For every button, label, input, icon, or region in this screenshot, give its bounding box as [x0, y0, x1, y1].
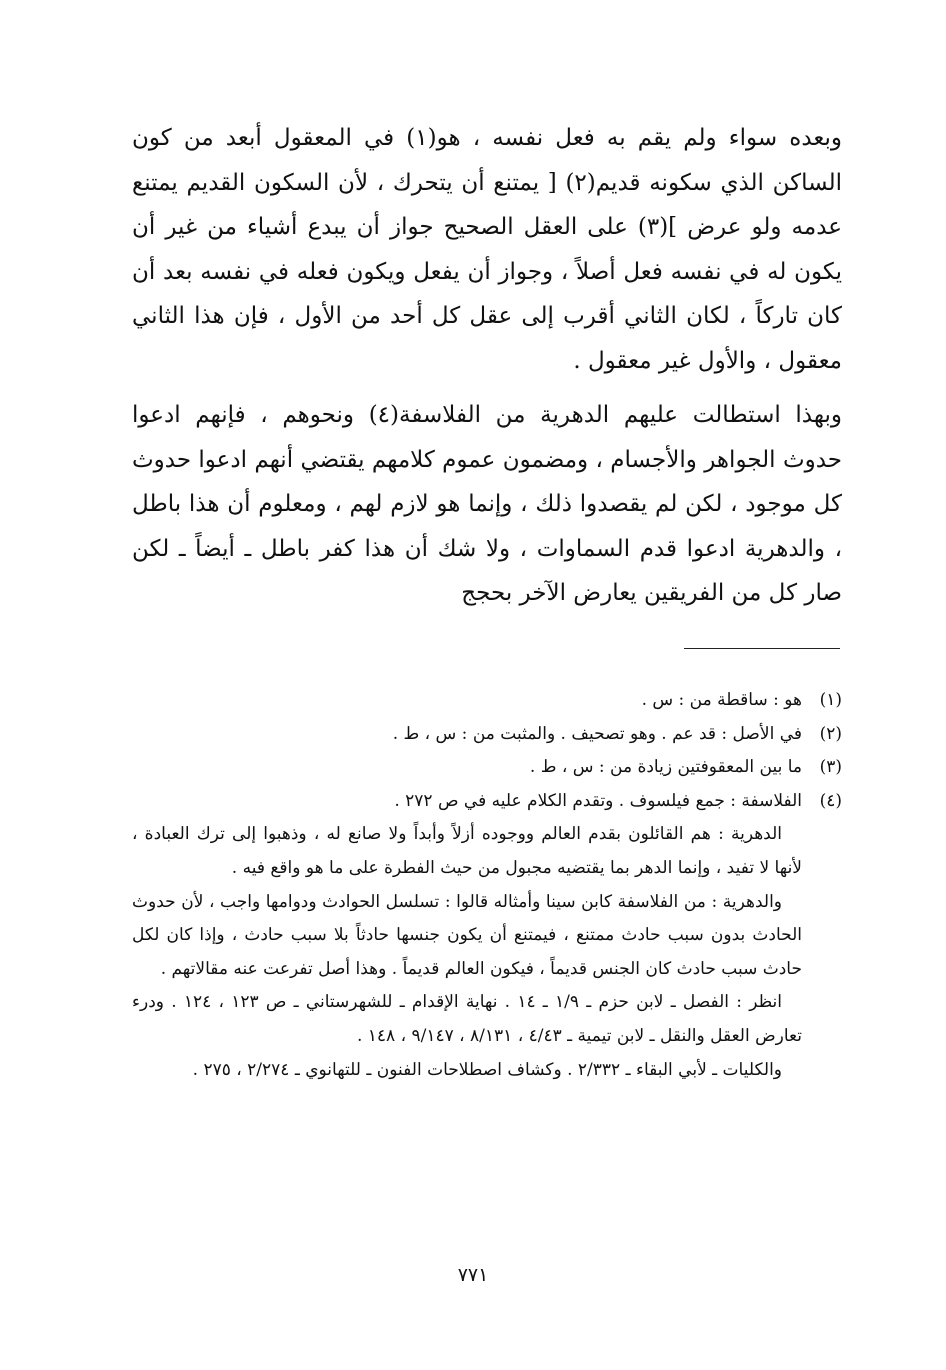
footnote-text: هو : ساقطة من : س . [641, 690, 802, 710]
footnote-text: ما بين المعقوفتين زيادة من : س ، ط . [529, 757, 802, 778]
main-text [132, 116, 842, 616]
footnote-4-dahriyya-definition: الدهرية : هم القائلون بقدم العالم ووجوده أزلاً وأبداً ولا صانع له ، وذهبوا إلى ترك العبادة ، لأنها لا تفيد ، وإنما الدهر بما يقتضيه مجبول من حيث الفطرة على ما هو واقع فيه . [132, 824, 802, 878]
page-number: ٧٧١ [457, 1264, 489, 1286]
footnote-number: (٢) [819, 723, 842, 744]
footnote-number: (٣) [819, 757, 842, 778]
footnotes [132, 684, 842, 1087]
footnote-3 [132, 751, 842, 785]
footnote-2 [132, 718, 842, 752]
main-paragraph-2: وبهذا استطالت عليهم الدهرية من الفلاسفة(٤) ونحوهم ، فإنهم ادعوا حدوث الجواهر والأجسام ، ومضمون عموم كلامهم يقتضي أنهم ادعوا حدوث كل موجود ، لكن لم يقصدوا ذلك ، وإنما هو لازم لهم ، ومعلوم أن هذا باطل ، والدهرية ادعوا قدم السماوات ، ولا شك أن هذا كفر باطل ـ أيضاً ـ لكن صار كل من الفريقين يعارض الآخر بحجج [132, 402, 842, 606]
footnote-4-dahriyya-philosophers: والدهرية : من الفلاسفة كابن سينا وأمثاله قالوا : تسلسل الحوادث ودوامها واجب ، لأن حدوث الحادث بدون سبب حادث ممتنع ، فيمتنع أن يكون جنسها حادثاً بلا سبب حادث ، وإذا كان لكل حادث سبب حادث كان الجنس قديماً ، فيكون العالم قديماً . وهذا أصل تفرعت عنه مقالاتهم . [132, 891, 802, 979]
footnote-4 [132, 785, 842, 819]
footnote-4-references: انظر : الفصل ـ لابن حزم ـ ١/٩ ـ ١٤ . نهاية الإقدام ـ للشهرستاني ـ ص ١٢٣ ، ١٢٤ . ودرء تعارض العقل والنقل ـ لابن تيمية ـ ٤/٤٣ ، ٨/١٣١ ، ٩/١٤٧ ، ١٤٨ . [132, 992, 802, 1046]
footnote-1 [132, 684, 842, 718]
footnote-separator [684, 648, 840, 649]
footnote-4-more-references: والكليات ـ لأبي البقاء ـ ٢/٣٣٢ . وكشاف اصطلاحات الفنون ـ للتهانوي ـ ٢/٢٧٤ ، ٢٧٥ . [192, 1059, 782, 1080]
footnote-number: (١) [819, 690, 842, 710]
footnote-text: في الأصل : قد عم . وهو تصحيف . والمثبت من : س ، ط . [392, 723, 802, 744]
main-paragraph-1: وبعده سواء ولم يقم به فعل نفسه ، هو(١) في المعقول أبعد من كون الساكن الذي سكونه قديم(٢) [ يمتنع أن يتحرك ، لأن السكون القديم يمتنع عدمه ولو عرض ](٣) على العقل الصحيح جواز أن يبدع أشياء من غير أن يكون له في نفسه فعل أصلاً ، وجواز أن يفعل ويكون فعله في نفسه بعد أن كان تاركاً ، لكان الثاني أقرب إلى عقل كل أحد من الأول ، فإن هذا الثاني معقول ، والأول غير معقول . [132, 125, 843, 374]
footnote-text: الفلاسفة : جمع فيلسوف . وتقدم الكلام عليه في ص ٢٧٢ . [394, 790, 802, 811]
footnote-number: (٤) [819, 790, 842, 811]
